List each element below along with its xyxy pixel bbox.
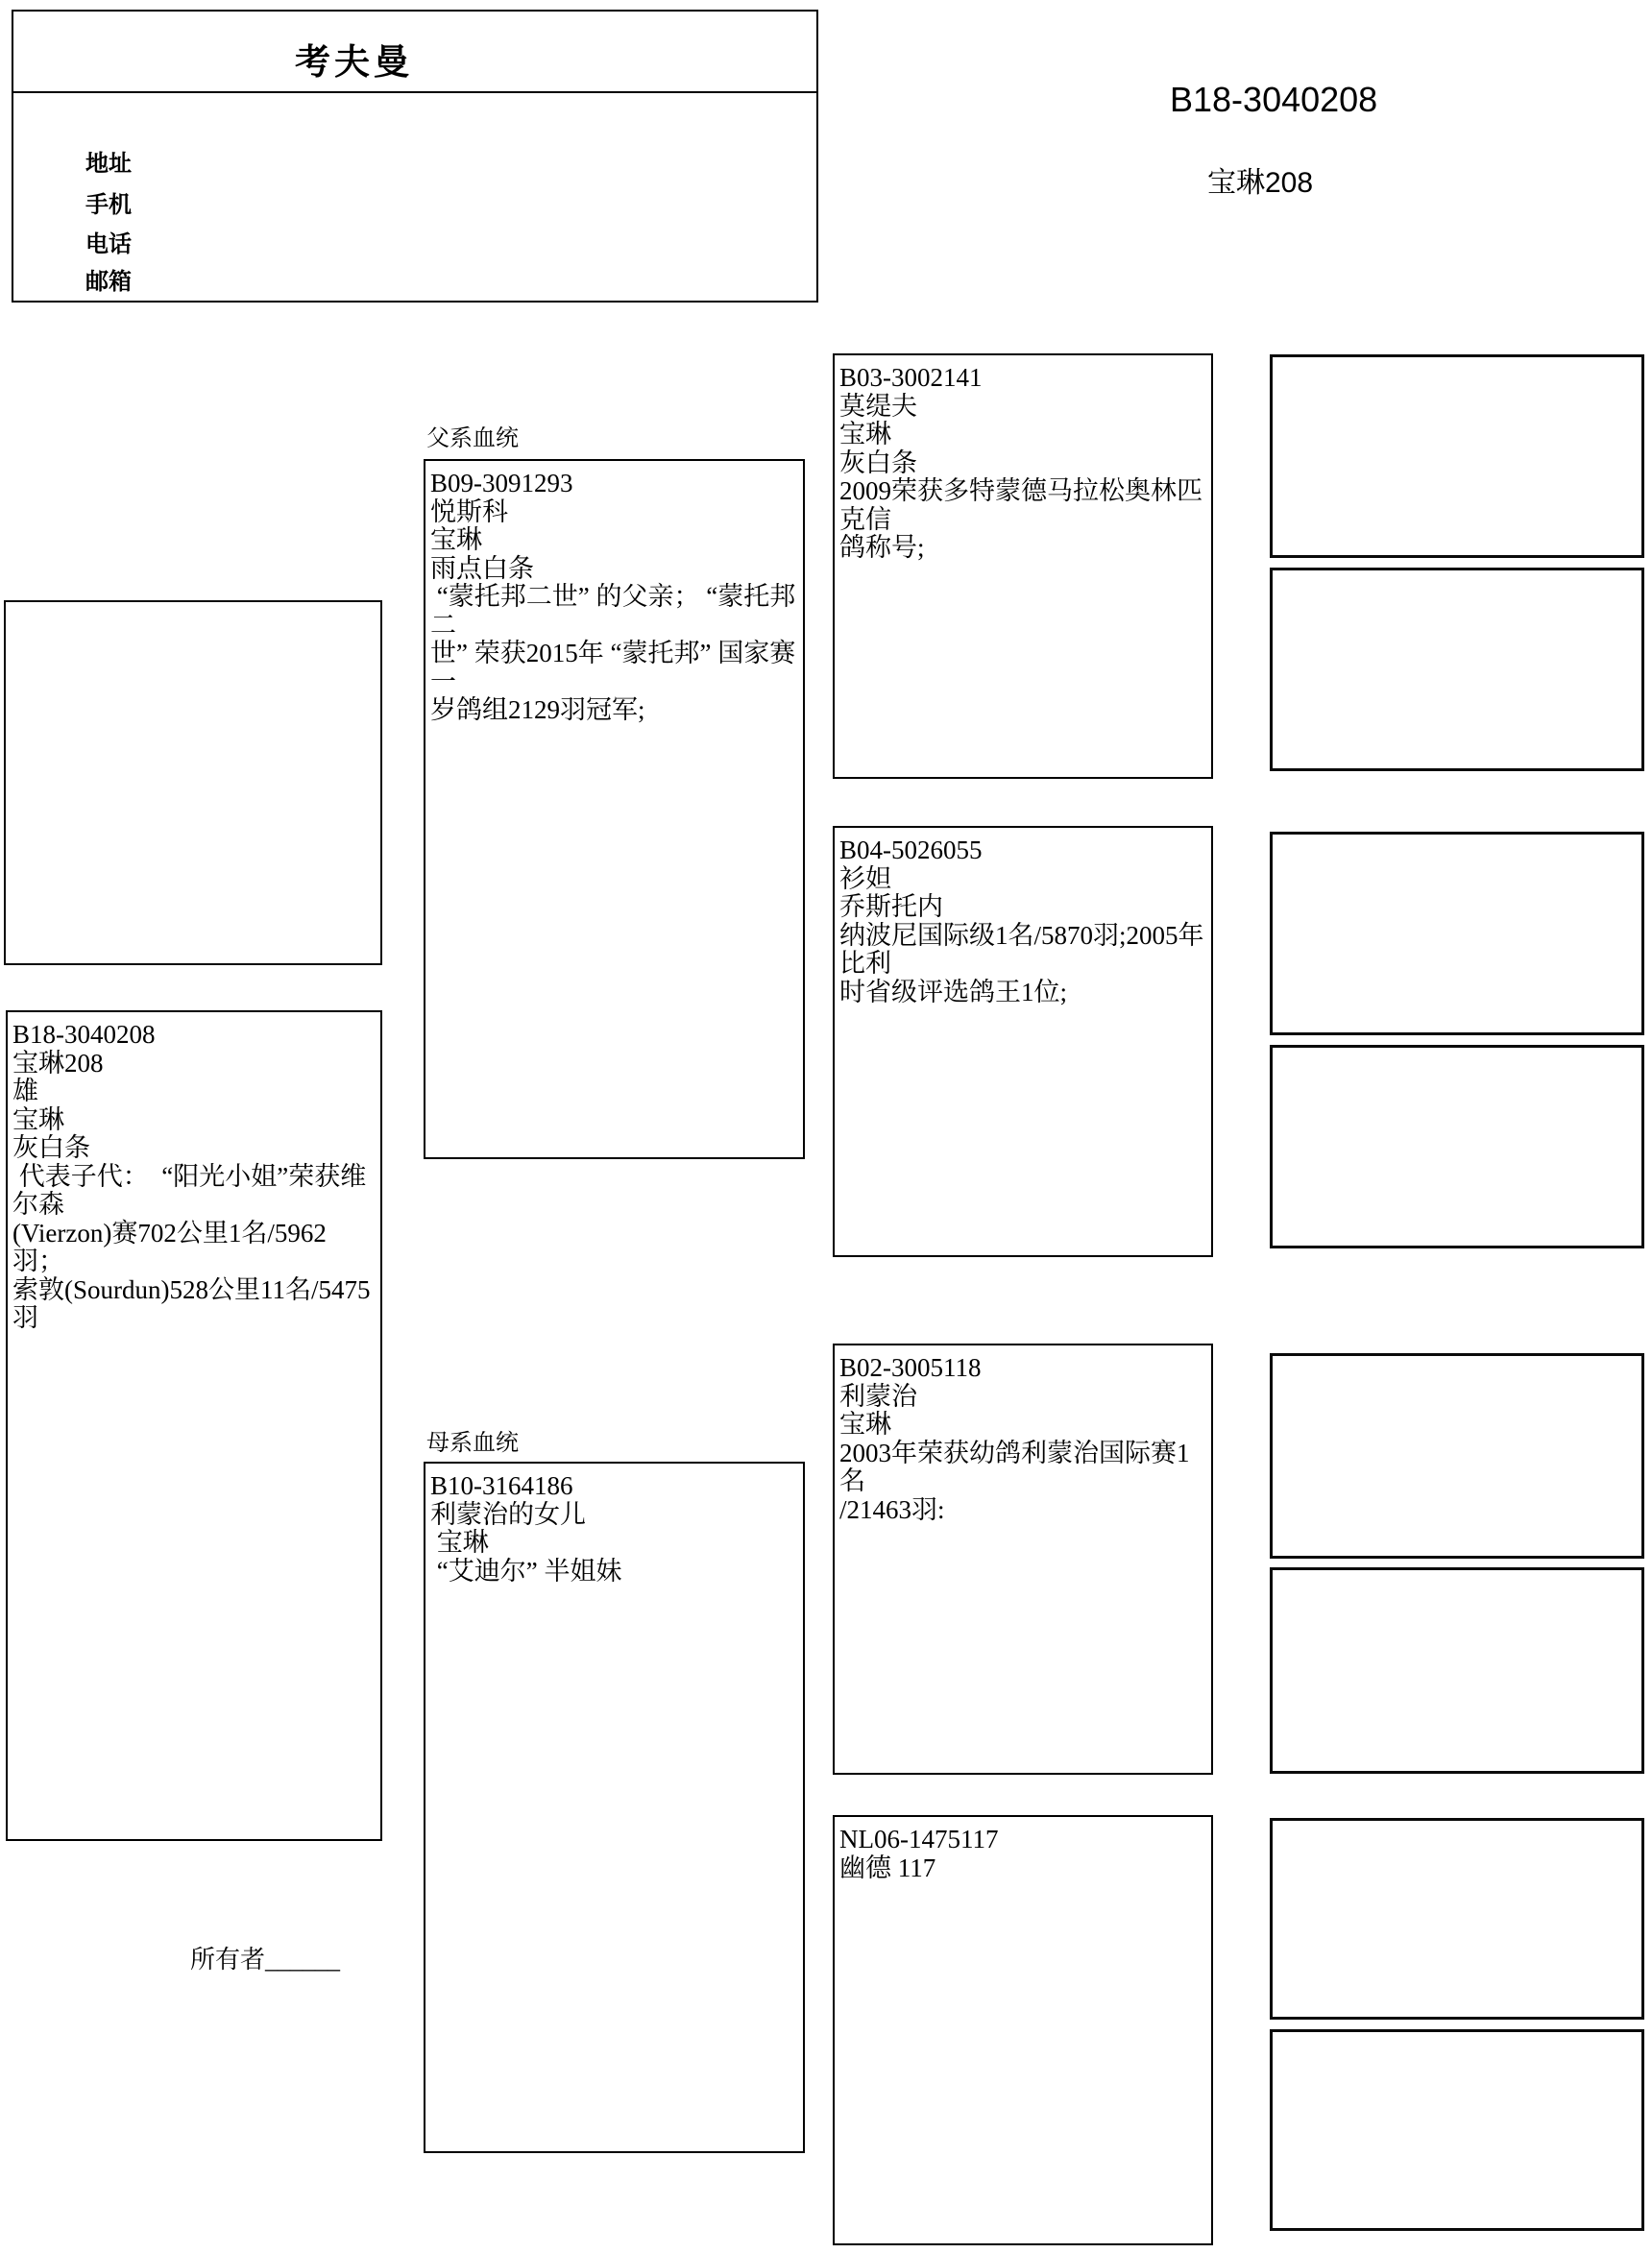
pedigree-text-line: B02-3005118 bbox=[839, 1353, 982, 1382]
great-grandparent-box-1 bbox=[1270, 354, 1644, 558]
pedigree-text-line: B04-5026055 bbox=[839, 836, 983, 864]
paternal-lineage-label: 父系血统 bbox=[426, 426, 519, 451]
pedigree-text-line: 时省级评选鸽王1位; bbox=[839, 977, 1068, 1006]
pedigree-text-line: 悦斯科 bbox=[430, 497, 508, 526]
great-grandparent-box-3 bbox=[1270, 832, 1644, 1035]
breeder-header-box bbox=[12, 10, 818, 303]
pedigree-text-line: B18-3040208 bbox=[12, 1020, 156, 1049]
pedigree-text-line: 代表子代： “阳光小姐”荣获维尔森 bbox=[12, 1161, 367, 1219]
pedigree-text-line: B03-3002141 bbox=[839, 363, 983, 392]
pedigree-text-line: NL06-1475117 bbox=[839, 1825, 999, 1853]
pedigree-text-line: 雨点白条 bbox=[430, 553, 534, 583]
great-grandparent-box-5 bbox=[1270, 1353, 1644, 1559]
pedigree-text-line: B10-3164186 bbox=[430, 1471, 573, 1500]
owner-signature-label: 所有者______ bbox=[190, 1946, 341, 1974]
pedigree-text-line: (Vierzon)赛702公里1名/5962羽； bbox=[12, 1218, 327, 1275]
pedigree-text-line: 利蒙治 bbox=[839, 1381, 917, 1411]
email-label: 邮箱 bbox=[85, 270, 132, 295]
bird-ring-number: B18-3040208 bbox=[1170, 80, 1378, 119]
pedigree-text-line: 2003年荣获幼鸽利蒙治国际赛1名 bbox=[839, 1438, 1190, 1495]
subject-bird-box bbox=[6, 1010, 382, 1841]
maternal-grandsire-box bbox=[833, 1344, 1213, 1775]
pedigree-text-line: 灰白条 bbox=[839, 448, 917, 477]
great-grandparent-box-7 bbox=[1270, 1818, 1644, 2020]
pedigree-text-line: “艾迪尔” 半姐妹 bbox=[430, 1556, 622, 1586]
pedigree-text-line: 岁鸽组2129羽冠军; bbox=[430, 695, 645, 724]
phone-label: 电话 bbox=[85, 232, 132, 257]
pedigree-text-line: 衫妲 bbox=[839, 863, 891, 893]
pedigree-text-line: 世” 荣获2015年 “蒙托邦” 国家赛一 bbox=[430, 639, 796, 696]
dam-box bbox=[424, 1462, 805, 2153]
pedigree-text-line: 宝琳208 bbox=[12, 1048, 104, 1078]
pedigree-text-line: 莫缇夫 bbox=[839, 391, 917, 421]
bird-name: 宝琳208 bbox=[1207, 167, 1314, 199]
pedigree-text-line: 宝琳 bbox=[839, 420, 891, 448]
address-label: 地址 bbox=[85, 152, 132, 177]
pedigree-text-line: 2009荣获多特蒙德马拉松奥林匹克信 bbox=[839, 476, 1203, 534]
pedigree-text-line: 幽德 117 bbox=[839, 1853, 936, 1882]
sire-box bbox=[424, 459, 805, 1159]
pedigree-text-line: 利蒙治的女儿 bbox=[430, 1499, 586, 1529]
paternal-grandsire-box bbox=[833, 353, 1213, 779]
great-grandparent-box-8 bbox=[1270, 2029, 1644, 2231]
pedigree-text-line: 鸽称号; bbox=[839, 533, 925, 562]
pedigree-text-line: “蒙托邦二世” 的父亲； “蒙托邦二 bbox=[430, 582, 796, 640]
great-grandparent-box-2 bbox=[1270, 568, 1644, 771]
pedigree-text-line: /21463羽: bbox=[839, 1494, 945, 1524]
pedigree-text-line: 宝琳 bbox=[430, 1528, 489, 1557]
pedigree-text-line: 纳波尼国际级1名/5870羽;2005年比利 bbox=[839, 920, 1204, 978]
pedigree-text-line: 雄 bbox=[12, 1077, 38, 1105]
great-grandparent-box-6 bbox=[1270, 1567, 1644, 1774]
breeder-title-row bbox=[13, 12, 816, 93]
breeder-name: 考夫曼 bbox=[295, 43, 413, 83]
paternal-granddam-box bbox=[833, 826, 1213, 1257]
maternal-granddam-box bbox=[833, 1815, 1213, 2245]
pedigree-text-line: 宝琳 bbox=[12, 1104, 64, 1134]
maternal-lineage-label: 母系血统 bbox=[426, 1431, 519, 1456]
pedigree-text-line: 灰白条 bbox=[12, 1133, 90, 1162]
pedigree-text-line: 乔斯托内 bbox=[839, 892, 943, 921]
mobile-label: 手机 bbox=[85, 193, 132, 218]
great-grandparent-box-4 bbox=[1270, 1045, 1644, 1248]
pedigree-text-line: B09-3091293 bbox=[430, 469, 573, 497]
pedigree-text-line: 宝琳 bbox=[430, 525, 482, 554]
pedigree-text-line: 索敦(Sourdun)528公里11名/5475羽 bbox=[12, 1274, 371, 1332]
pedigree-text-line: 宝琳 bbox=[839, 1410, 891, 1439]
blank-box-left bbox=[4, 600, 382, 965]
